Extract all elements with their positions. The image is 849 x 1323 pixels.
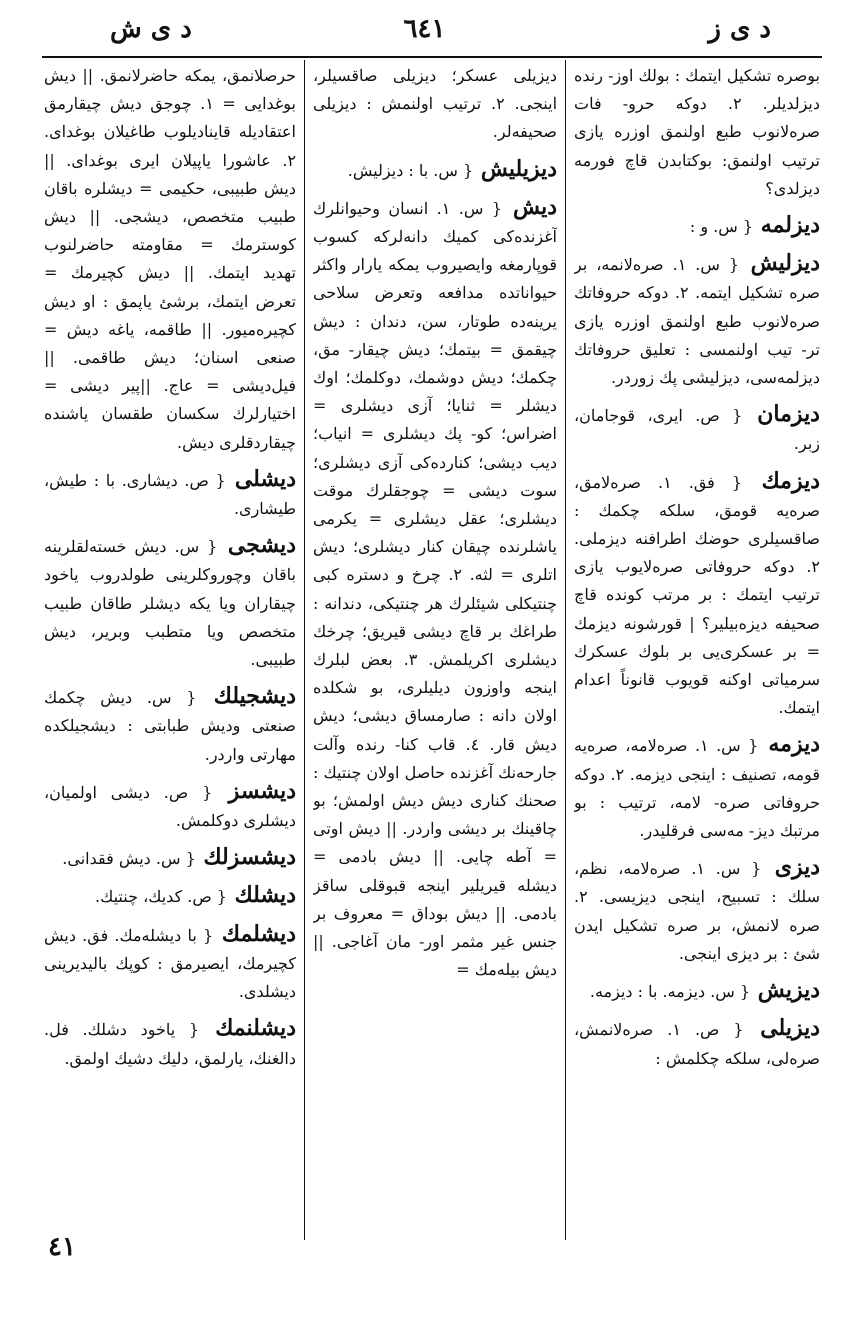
entry-headword: ديزمك (742, 467, 820, 494)
entry-headword: ديزليش (739, 250, 820, 277)
entry-definition: { با ديشله‌مك. فق. ديش كچيرمك، ايصيرمق : كوپك باليديرينى ديشلدى. (44, 925, 296, 1002)
dictionary-entry (574, 211, 820, 241)
dictionary-entry: حرصلانمق، يمكه حاضرلانمق. || ديش بوغدايى = ١. چوجق ديش چيقارمق اعتقاديله قايناديلوب طاغيلان بوغداى. ٢. عاشورا ياپيلان ايرى بوغداى. || ديش طبيبى، حكيمى = ديشلره باقان طبيب متخصص، ديشجى. || ديش كوسترمك = مقاومته حاضرلنوب تهديد ايتمك. || ديش كچيرمك = تعرض ايتمك، برشئ ياپمق : او ديش كچيره‌ميور. || طاقمه، ياغه ديش = صنعى اسنان؛ ديش طاقمى. || فيل‌ديشى = عاج. ||پير ديشى = اختيارلرك سكسان طقسان ياشنده چيقاردقلرى ديش. (44, 66, 296, 452)
entry-definition: { س. ١. انسان وحيوانلرك آغزنده‌كى كميك دانه‌لركه كسوب قوپارمغه وايصيروب يمكه يارار واكثر حيواناتده مدافعه وتعرض سلاحى يرينه‌ده طوتار، سن، دندان : ديش چيقمق = بيتمك؛ ديش چيقار- مق، چكمك؛ ديش دوشمك، دوكلمك؛ اوك ديشلر = ثنايا؛ آزى ديشلرى = اضراس؛ كو- پك ديشلرى = انياب؛ ديب ديشى؛ كنارده‌كى آزى ديشلرى؛ سوت ديشى = چوجقلرك موقت ديشلرى؛ عقل ديشلرى = يكرمى ياشلرنده چيقان كنار ديشلرى؛ ديش اتلرى = لثه. ٢. چرخ و دستره كبى چنتيكلى شيئلرك هر چنتيكى، دندانه : طراغك بر قاچ ديشى قيريق؛ چرخك ديشلرى اكريلمش. ٣. بعض لبلرك اينجه واوزون ديليلرى، بو شكلده اولان دانه : صارمساق ديشى؛ ديش ديش قار. ٤. قاب كنا- رنده وآلت جارحه‌نك آغزنده حاصل اولان چنتيك : صحنك كنارى ديش ديش اولمش؛ بو چاقينك بر ديشى واردر. || ديش اوتى = آطه چايى. || ديش بادمى = ديشله قيريلير اينجه قبوقلى ساقز بادمى. || ديش بوداق = معروف بر جنس غير مثمر اور- مان آغاجى. || ديش بيله‌مك = (313, 198, 557, 980)
dictionary-entry (574, 1014, 820, 1072)
dictionary-entry (574, 400, 820, 458)
entry-headword: ديشلنمك (199, 1015, 296, 1042)
entry-definition: { ص. ١. صره‌لانمش، صره‌لى، سلكه چكلمش : (574, 1020, 820, 1068)
dictionary-entry (44, 920, 296, 1007)
entry-definition: { ياخود دشلك. فل. دالغنك، يارلمق، دليك دشيك اولمق. (44, 1020, 296, 1068)
dictionary-entry: بوصره تشكيل ايتمك : بولك اوز- رنده ديزلديلر. ٢. دوكه حرو- فات صره‌لانوب طبع اولنمق اوزره يازى ترتيب اولنمق: بوكتابدن قاچ فورمه ديزلدى؟ (574, 66, 820, 198)
entry-headword: ديش (502, 193, 557, 220)
entry-definition: { ص. كديك، چنتيك. (95, 887, 227, 907)
dictionary-entry (44, 682, 296, 769)
dictionary-entry (574, 853, 820, 968)
entry-headword: ديزيلى (743, 1015, 820, 1042)
column-left (44, 62, 296, 1237)
signature-mark: ٤١ (48, 1232, 76, 1262)
entry-definition: { ص. ديشارى. با : طيش، طيشارى. (44, 470, 296, 519)
entry-headword: ديزيليش (473, 155, 557, 182)
header-rule (42, 56, 822, 58)
entry-definition: { س. با : ديزليش. (347, 160, 474, 180)
dictionary-entry (44, 465, 296, 523)
page-number: ٦٤١ (403, 14, 446, 44)
entry-definition: { س. و : (689, 217, 754, 237)
dictionary-entry (44, 881, 296, 911)
entry-headword: ديشسز (212, 777, 296, 804)
entry-headword: ديشجيلك (196, 683, 296, 710)
column-middle (313, 62, 557, 1237)
dictionary-entry (44, 843, 296, 873)
dictionary-entry (574, 249, 820, 392)
dictionary-entry (44, 531, 296, 674)
entry-definition: { س. ١. صره‌لانمه، بر صره تشكيل ايتمه. ٢. دوكه حروفاتك صره‌لانوب طبع اولنمق اوزره يازى تر- تيب اولنمسى : تعليق حروفاتك ديزلمه‌سى، ديزليشى پك زوردر. (574, 255, 820, 388)
dictionary-entry (44, 1014, 296, 1072)
entry-headword: ديشلك (226, 882, 296, 909)
entry-headword: ديزمه (758, 731, 820, 758)
column-right (574, 62, 820, 1237)
entry-definition: { س. ١. صره‌لامه، نظم، سلك : تسبيح، اينجى ديزيسى. ٢. صره لانمش، بر صره تشكيل ايدن شئ : بر ديزى اينجى. (574, 859, 820, 963)
entry-definition: { ص. ديشى اولميان، ديشلرى دوكلمش. (44, 782, 296, 831)
dictionary-entry (574, 467, 820, 723)
column-divider-right (565, 60, 566, 1240)
entry-headword: ديشسزلك (195, 844, 296, 871)
dictionary-entry (574, 976, 820, 1006)
dictionary-entry: ديزيلى عسكر؛ ديزيلى صاقسيلر، اينجى. ٢. ترتيب اولنمش : ديزيلى صحيفه‌لر. (313, 66, 557, 142)
dictionary-entry (44, 777, 296, 835)
running-header-left: د ى ش (110, 14, 192, 44)
entry-headword: ديشلى (225, 465, 296, 492)
entry-headword: ديشلمك (213, 920, 296, 947)
entry-headword: ديزى (761, 854, 820, 881)
column-divider-left (304, 60, 305, 1240)
running-header-right: د ى ز (708, 14, 771, 44)
entry-definition: { س. ديش چكمك صنعتى وديش طبابتى : ديشجيلكده مهارتى واردر. (44, 688, 296, 764)
entry-headword: ديشجى (217, 532, 296, 559)
entry-definition: { س. ديزمه. با : ديزمه. (589, 982, 751, 1002)
dictionary-entry (313, 193, 557, 985)
dictionary-entry (313, 155, 557, 185)
entry-definition: { س. ديش خسته‌لقلرينه باقان وچوروكلرينى طولدروب ياخود چيقاران ويا يكه ديشلر طاقان طبيب متخصص ويا متطبب وبرير، ديش طبيبى. (44, 537, 296, 670)
entry-definition: { س. ديش فقدانى. (62, 849, 196, 869)
entry-definition: { ص. ايرى، قوجامان، زبر. (574, 406, 820, 454)
entry-headword: ديزلمه (753, 212, 820, 239)
entry-headword: ديزيش (750, 977, 820, 1004)
entry-definition: { فق. ١. صره‌لامق، صره‌يه قومق، سلكه چكمك : صاقسيلرى حوضك اطرافنه ديزملى. ٢. دوكه حروفاتى صره‌لايوب يازى ترتيب ايتمك : بر مرتب كونده قاچ صحيفه ديزه‌بيلير؟ | قورشونه ديزمك = بر عسكرى‌يى بر بلوك عسكرك سرمياتى اوكنه قويوب قانوناً اعدام ايتمك. (574, 472, 820, 718)
entry-headword: ديزمان (742, 401, 820, 428)
dictionary-entry (574, 730, 820, 845)
entry-definition: { س. ١. صره‌لامه، صره‌يه قومه، تصنيف : اينجى ديزمه. ٢. دوكه حروفاتى صره- لامه، ترتيب : بو مرتبك ديز- مه‌سى فرقليدر. (574, 736, 820, 841)
